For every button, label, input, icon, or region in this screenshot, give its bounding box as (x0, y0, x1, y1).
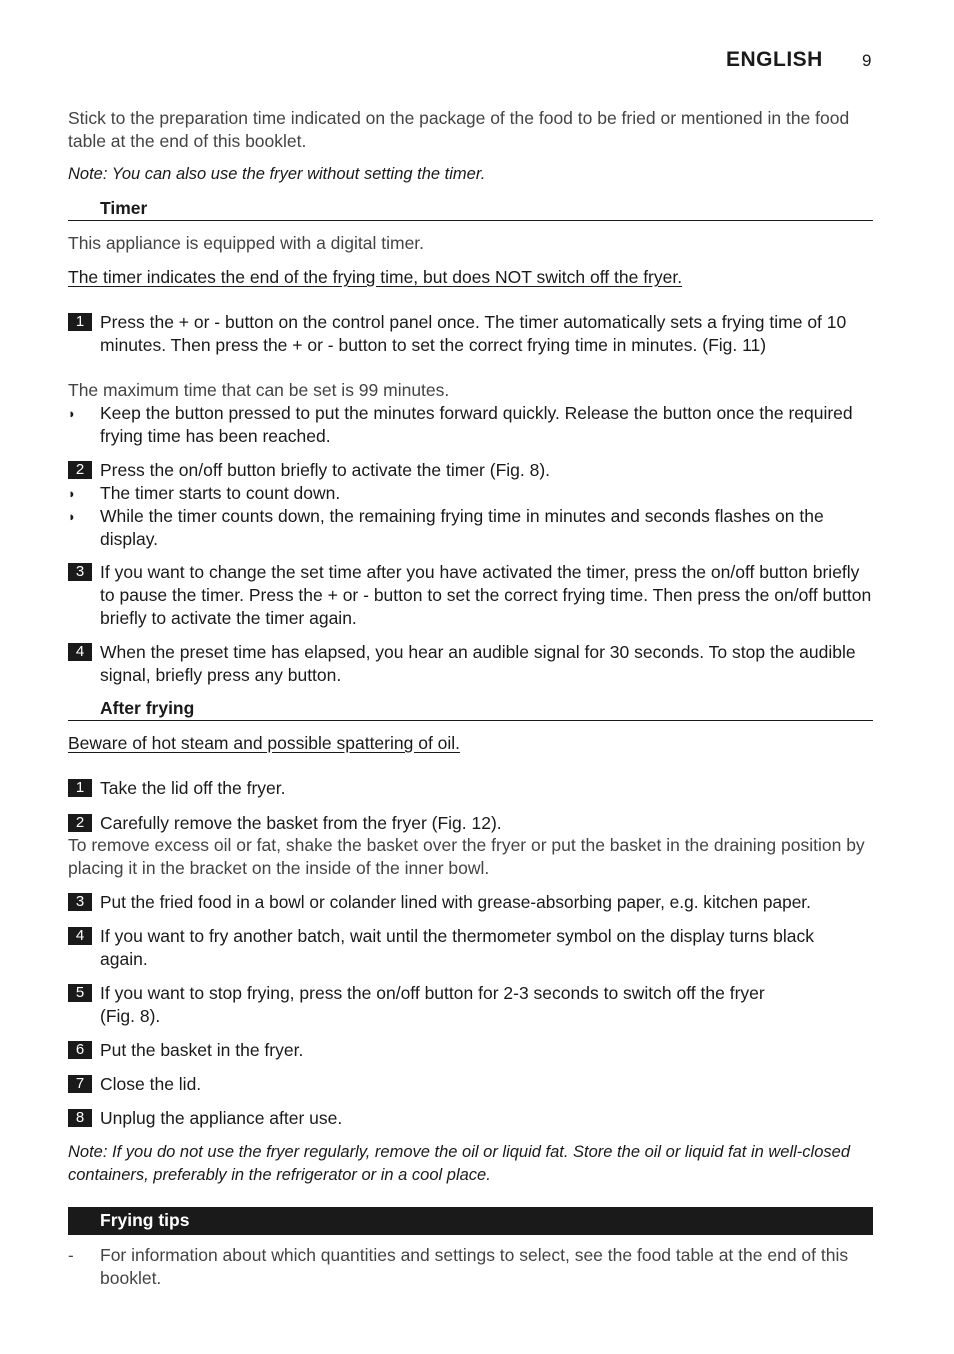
step-text: Press the + or - button on the control panel once. The timer automatically sets a frying time of 10 minutes. Then press the + or - button to set the correct frying time in minutes. (Fig. 11) (100, 312, 847, 355)
max-time-text: The maximum time that can be set is 99 minutes. (68, 380, 450, 400)
step-number: 6 (68, 1041, 92, 1059)
step-text: Press the on/off button briefly to activate the timer (Fig. 8). (100, 460, 551, 480)
step-text: Close the lid. (100, 1074, 202, 1094)
step-number: 3 (68, 893, 92, 911)
warning-text: The timer indicates the end of the frying time, but does NOT switch off the fryer. (68, 267, 683, 287)
tip-text: For information about which quantities and settings to select, see the food table at the end of this booklet. (100, 1245, 849, 1288)
section-frying-tips-heading (68, 1207, 873, 1235)
step-number: 2 (68, 814, 92, 832)
after-note: Note: If you do not use the fryer regularly, remove the oil or liquid fat. Store the oil or liquid fat in well-closed containers, preferably in the refrigerator or in a cool place. (68, 1143, 851, 1184)
step-text: When the preset time has elapsed, you hear an audible signal for 30 seconds. To stop the audible signal, briefly press any button. (100, 642, 856, 685)
bullet-marker: ◗ (68, 406, 76, 421)
timer-step-1 (68, 311, 873, 357)
step-text: If you want to change the set time after you have activated the timer, press the on/off button briefly to pause the timer. Press the + or - button to set the correct frying time. Then press the on/off button briefly to activate the timer again. (100, 562, 872, 628)
after-warning (68, 732, 873, 755)
timer-description: This appliance is equipped with a digital timer. (68, 233, 425, 253)
after-step-6 (68, 1039, 873, 1062)
section-after-frying-heading (68, 698, 873, 721)
bullet-marker: ◗ (68, 509, 76, 524)
timer-bullet-3 (68, 505, 873, 551)
step-text: Carefully remove the basket from the fryer (Fig. 12). (100, 813, 502, 833)
step-text: Unplug the appliance after use. (100, 1108, 343, 1128)
step-text: Take the lid off the fryer. (100, 778, 286, 798)
section-timer-heading (68, 198, 873, 221)
step-text: If you want to fry another batch, wait until the thermometer symbol on the display turns black again. (100, 926, 814, 969)
step-number: 4 (68, 643, 92, 661)
step-number: 1 (68, 313, 92, 331)
warning-text: Beware of hot steam and possible spattering of oil. (68, 733, 461, 753)
after-step-4 (68, 925, 873, 971)
dash-marker: - (68, 1246, 74, 1265)
step-text: Put the fried food in a bowl or colander lined with grease-absorbing paper, e.g. kitchen paper. (100, 892, 811, 912)
step-text: If you want to stop frying, press the on/off button for 2-3 seconds to switch off the fryer (Fig. 8). (100, 983, 765, 1026)
timer-step-3 (68, 561, 873, 630)
step-number: 3 (68, 563, 92, 581)
section-title: Frying tips (100, 1210, 190, 1230)
step-number: 1 (68, 779, 92, 797)
step-number: 8 (68, 1109, 92, 1127)
bullet-text: Keep the button pressed to put the minutes forward quickly. Release the button once the required frying time has been reached. (100, 403, 853, 446)
after-step-2 (68, 812, 873, 835)
after-step-1 (68, 777, 873, 800)
oil-info-text: To remove excess oil or fat, shake the basket over the fryer or put the basket in the draining position by placing it in the bracket on the inside of the inner bowl. (68, 835, 865, 878)
language-label: ENGLISH (726, 48, 823, 71)
step-number: 4 (68, 927, 92, 945)
timer-warning (68, 266, 873, 289)
timer-bullet-2 (68, 482, 873, 505)
step-number: 5 (68, 984, 92, 1002)
intro-text: Stick to the preparation time indicated on the package of the food to be fried or mentioned in the food table at the end of this booklet. (68, 108, 850, 151)
timer-bullet-1 (68, 402, 873, 448)
tips-item-1 (68, 1244, 873, 1290)
page-number: 9 (862, 51, 872, 70)
after-step-8 (68, 1107, 873, 1130)
bullet-text: While the timer counts down, the remaining frying time in minutes and seconds flashes on the display. (100, 506, 824, 549)
step-text: Put the basket in the fryer. (100, 1040, 304, 1060)
after-step-3 (68, 891, 873, 914)
timer-step-2 (68, 459, 873, 482)
timer-step-4 (68, 641, 873, 687)
bullet-text: The timer starts to count down. (100, 483, 341, 503)
bullet-marker: ◗ (68, 486, 76, 501)
section-title: After frying (100, 698, 195, 718)
section-title: Timer (100, 198, 148, 218)
step-number: 2 (68, 461, 92, 479)
step-number: 7 (68, 1075, 92, 1093)
after-step-7 (68, 1073, 873, 1096)
intro-note: Note: You can also use the fryer without setting the timer. (68, 165, 486, 183)
after-step-5 (68, 982, 873, 1028)
